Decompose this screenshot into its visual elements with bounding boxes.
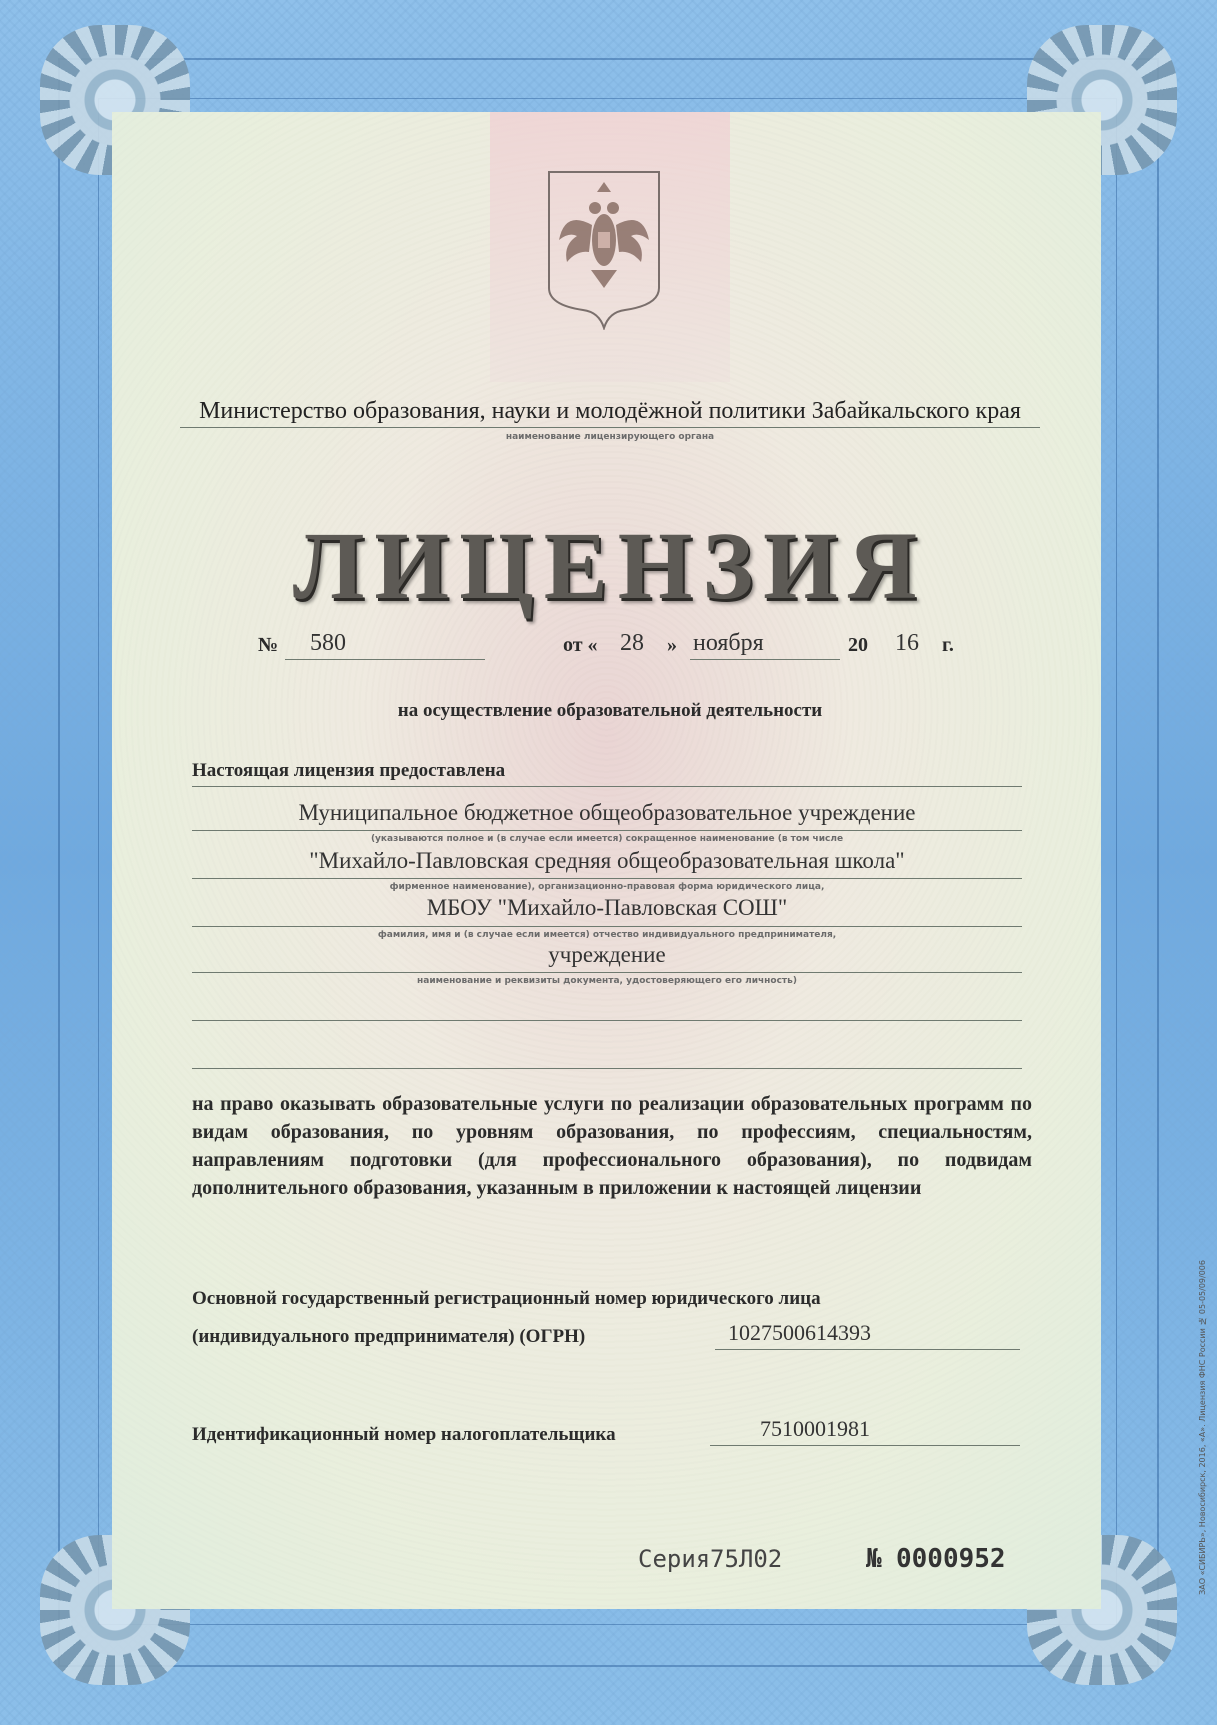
issuing-authority-caption: наименование лицензирующего органа xyxy=(505,432,715,442)
date-day: 28 xyxy=(620,630,644,656)
date-month: ноября xyxy=(693,630,764,656)
year-label: г. xyxy=(942,634,954,656)
year-prefix: 20 xyxy=(848,634,868,656)
underline xyxy=(180,427,1040,428)
licensee-line-2: "Михайло-Павловская средняя общеобразовательная школа" xyxy=(309,848,905,873)
license-scope-text: на право оказывать образовательные услуги по реализации образовательных программ по видам образования, по уровням образования, по профессиям, специальностям, направлениям подготовки (для профессионального образования), по подвидам дополнительного образования, указанным в приложении к настоящей лицензии xyxy=(192,1093,1032,1199)
series-label: Серия xyxy=(638,1545,711,1573)
underline xyxy=(192,1068,1022,1069)
printer-note: ЗАО «СИБИРЬ», Новосибирск, 2016, «А». Лицензия ФНС России № 05-05/09/006 xyxy=(1198,1260,1207,1595)
underline xyxy=(192,926,1022,927)
license-purpose: на осуществление образовательной деятельности xyxy=(397,700,823,721)
coat-of-arms-icon xyxy=(545,170,663,330)
licensee-caption-2: фирменное наименование), организационно-правовая форма юридического лица, xyxy=(389,882,825,892)
underline xyxy=(715,1349,1020,1350)
year-suffix: 16 xyxy=(895,630,919,656)
underline xyxy=(192,972,1022,973)
licensee-caption-4: наименование и реквизиты документа, удостоверяющего его личность) xyxy=(417,976,797,986)
blank-number: 0000952 xyxy=(896,1544,1006,1574)
number-label: № xyxy=(258,634,279,656)
ogrn-label-2: (индивидуального предпринимателя) (ОГРН) xyxy=(192,1326,586,1347)
licensee-line-1: Муниципальное бюджетное общеобразовательное учреждение xyxy=(298,800,916,825)
underline xyxy=(690,659,840,660)
licensee-caption-3: фамилия, имя и (в случае если имеется) отчество индивидуального предпринимателя, xyxy=(377,930,837,940)
granted-label: Настоящая лицензия предоставлена xyxy=(192,760,506,781)
date-from-label: от « xyxy=(563,634,598,656)
inn-label: Идентификационный номер налогоплательщика xyxy=(192,1424,616,1445)
licensee-line-3: МБОУ "Михайло-Павловская СОШ" xyxy=(426,895,788,920)
series-value: 75Л02 xyxy=(710,1545,783,1573)
date-day-close: » xyxy=(667,634,677,656)
underline xyxy=(710,1445,1020,1446)
underline xyxy=(285,659,485,660)
licensee-caption-1: (указываются полное и (в случае если имеется) сокращенное наименование (в том числе xyxy=(370,834,844,844)
ogrn-value: 1027500614393 xyxy=(728,1320,871,1345)
underline xyxy=(192,878,1022,879)
license-number: 580 xyxy=(310,630,346,656)
inn-value: 7510001981 xyxy=(760,1416,870,1441)
blank-number-label: № xyxy=(866,1544,882,1574)
document-title: ЛИЦЕНЗИЯ xyxy=(292,512,928,619)
issuing-authority: Министерство образования, науки и молодёжной политики Забайкальского края xyxy=(199,398,1021,424)
underline xyxy=(192,1020,1022,1021)
underline xyxy=(192,786,1022,787)
licensee-line-4: учреждение xyxy=(548,942,666,967)
ogrn-label-1: Основной государственный регистрационный номер юридического лица xyxy=(192,1288,821,1309)
underline xyxy=(192,830,1022,831)
